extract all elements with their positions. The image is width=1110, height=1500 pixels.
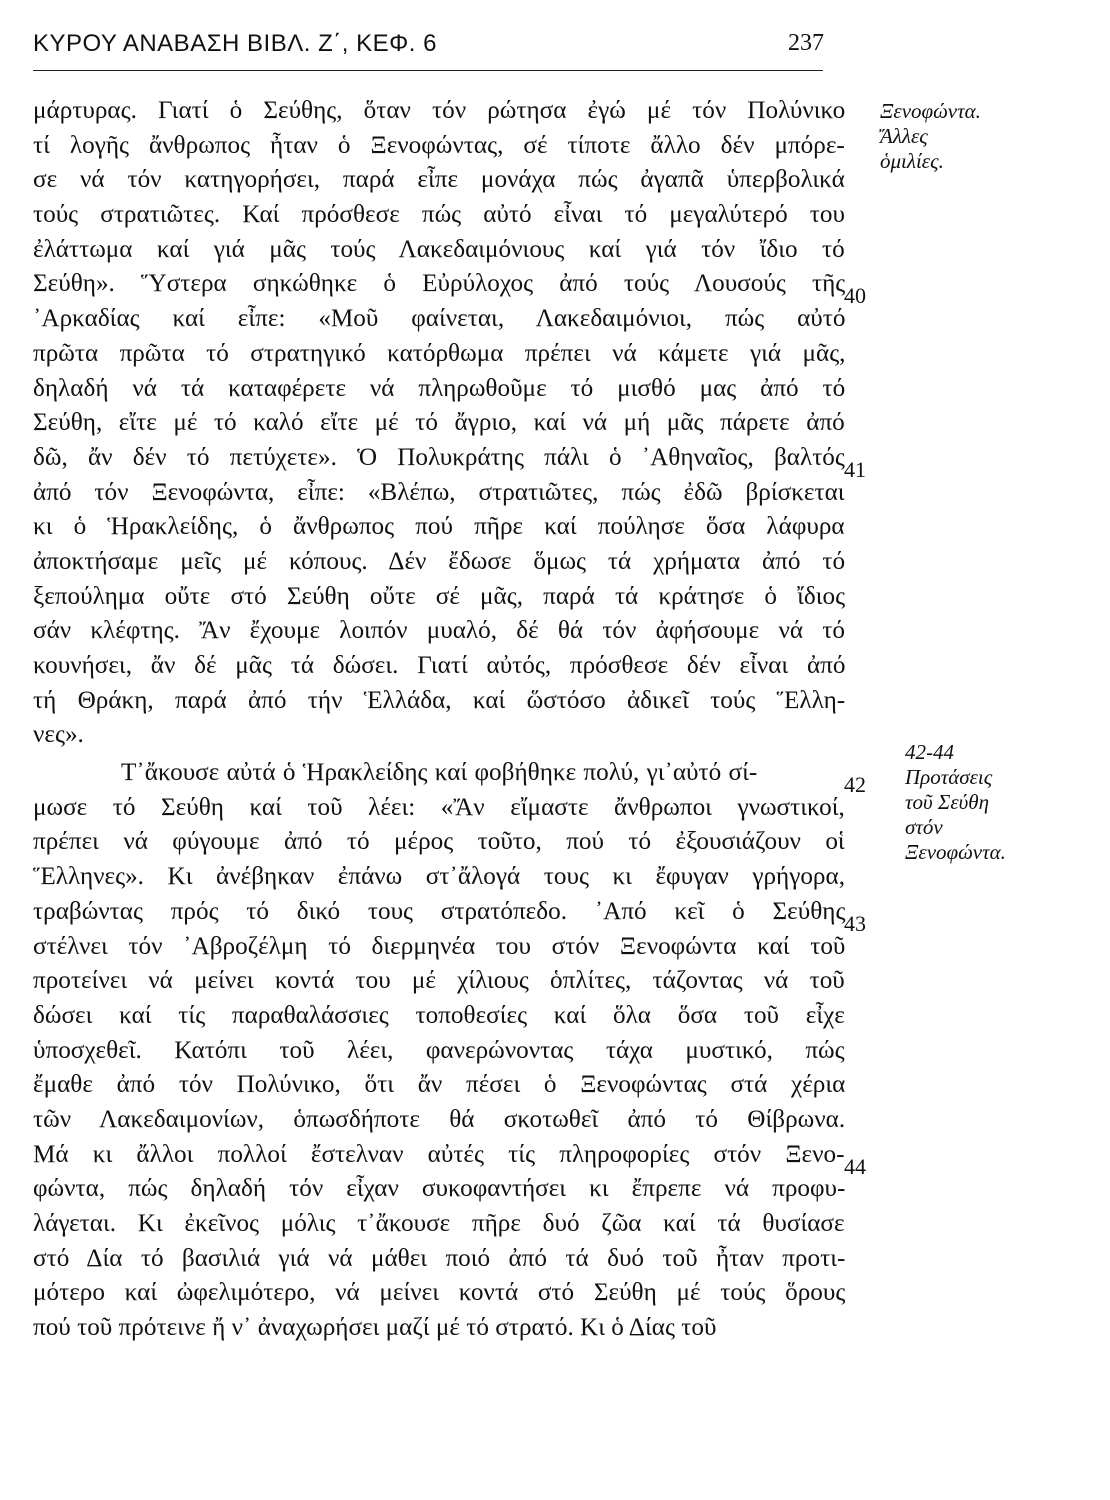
text-line: Σεύθη». Ὕστερα σηκώθηκε ὁ Εὐρύλοχος ἀπό τούς Λουσούς τῆς [33,270,846,298]
margin-note-line: Προτάσεις [905,765,993,789]
text-line: τραβώντας πρός τό δικό τους στρατόπεδο. ᾿Από κεῖ ὁ Σεύθης [33,897,846,925]
running-title: ΚΥΡΟΥ ΑΝΑΒΑΣΗ ΒΙΒΛ. Ζ΄, ΚΕΦ. 6 [33,30,437,57]
text-line: φώντα, πώς δηλαδή τόν εἶχαν συκοφαντήσει κι ἔπρεπε νά προφυ- [33,1175,846,1203]
text-line: στό Δία τό βασιλιά γιά νά μάθει ποιό ἀπό τά δυό τοῦ ἦταν προτι- [33,1244,846,1272]
margin-note-line: στόν [905,815,943,839]
text-line: πού τοῦ πρότεινε ἤ ν᾿ ἀναχωρήσει μαζί μέ τό στρατό. Κι ὁ Δίας τοῦ [33,1314,717,1342]
text-line: κουνήσει, ἄν δέ μᾶς τά δώσει. Γιατί αὐτός, πρόσθεσε δέν εἶναι ἀπό [33,652,846,679]
margin-note-line: τοῦ Σεύθη [905,790,990,814]
text-line: μωσε τό Σεύθη καί τοῦ λέει: «Ἄν εἴμαστε ἄνθρωποι γνωστικοί, [33,793,845,821]
text-line: νες». [33,721,84,749]
text-line: ᾿Αρκαδίας καί εἶπε: «Μοῦ φαίνεται, Λακεδαιμόνιοι, πώς αὐτό [33,305,846,333]
text-line: ξεπούλημα οὔτε στό Σεύθη οὔτε σέ μᾶς, παρά τά κράτησε ὁ ἴδιος [33,582,846,610]
section-number-40: 40 [844,283,866,308]
text-line: Σεύθη, εἴτε μέ τό καλό εἴτε μέ τό ἄγριο, καί νά μή μᾶς πάρετε ἀπό [33,409,845,437]
main-text [33,94,845,1346]
text-line: ἔμαθε ἀπό τόν Πολύνικο, ὅτι ἄν πέσει ὁ Ξενοφώντας στά χέρια [33,1071,846,1099]
paragraph-start-line: Τ᾿ἄκουσε αὐτά ὁ Ἡρακλείδης καί φοβήθηκε πολύ, γι᾿αὐτό σί- [121,759,758,787]
text-line: δῶ, ἄν δέν τό πετύχετε». Ὁ Πολυκράτης πάλι ὁ ᾿Αθηναῖος, βαλτός [33,443,845,471]
section-number-42: 42 [844,772,866,797]
running-header [33,28,823,71]
margin-note-line: Ξενοφώντα. [880,99,981,123]
section-number-43: 43 [844,911,866,936]
margin-note-line: Ξενοφώντα. [905,840,1006,864]
text-line: τούς στρατιῶτες. Καί πρόσθεσε πώς αὐτό εἶναι τό μεγαλύτερό του [33,201,845,229]
margin-note-seuthes-proposals [905,740,1110,865]
text-line: στέλνει τόν ᾿Αβροζέλμη τό διερμηνέα του στόν Ξενοφώντα καί τοῦ [33,932,846,960]
margin-note-line: Ἄλλες [880,124,928,148]
text-line: λάγεται. Κι ἐκεῖνος μόλις τ᾿ἄκουσε πῆρε δυό ζῶα καί τά θυσίασε [33,1210,845,1237]
text-line: πρῶτα πρῶτα τό στρατηγικό κατόρθωμα πρέπει νά κάμετε γιά μᾶς, [33,339,846,367]
section-number-41: 41 [844,457,866,482]
text-line: ἐλάττωμα καί γιά μᾶς τούς Λακεδαιμόνιους καί γιά τόν ἴδιο τό [33,235,845,263]
text-line: τῶν Λακεδαιμονίων, ὁπωσδήποτε θά σκοτωθεῖ ἀπό τό Θίβρωνα. [33,1105,846,1133]
text-line: σάν κλέφτης. Ἄν ἔχουμε λοιπόν μυαλό, δέ θά τόν ἀφήσουμε νά τό [33,617,845,645]
text-line: τή Θράκη, παρά ἀπό τήν Ἑλλάδα, καί ὥστόσο ἀδικεῖ τούς Ἕλλη- [33,686,846,714]
margin-note-other-speeches [880,99,1100,174]
text-line: σε νά τόν κατηγορήσει, παρά εἶπε μονάχα πώς ἀγαπᾶ ὑπερβολικά [33,166,845,194]
section-number-44: 44 [844,1154,866,1179]
margin-note-line: ὁμιλίες. [880,149,944,173]
text-line: μότερο καί ὠφελιμότερο, νά μείνει κοντά στό Σεύθη μέ τούς ὅρους [33,1279,846,1307]
text-line: Ἕλληνες». Κι ἀνέβηκαν ἐπάνω στ᾿ἄλογά τους κι ἔφυγαν γρήγορα, [33,863,845,891]
text-line: Μά κι ἄλλοι πολλοί ἔστελναν αὐτές τίς πληροφορίες στόν Ξενο- [33,1140,845,1168]
text-line: προτείνει νά μείνει κοντά του μέ χίλιους ὁπλίτες, τάζοντας νά τοῦ [33,967,845,995]
text-line: κι ὁ Ἡρακλείδης, ὁ ἄνθρωπος πού πῆρε καί πούλησε ὅσα λάφυρα [33,513,845,541]
text-line: ὑποσχεθεῖ. Κατόπι τοῦ λέει, φανερώνοντας τάχα μυστικό, πώς [33,1036,845,1064]
text-line: μάρτυρας. Γιατί ὁ Σεύθης, ὅταν τόν ρώτησα ἐγώ μέ τόν Πολύνικο [33,97,846,124]
text-line: δηλαδή νά τά καταφέρετε νά πληρωθοῦμε τό μισθό μας ἀπό τό [33,374,846,402]
text-line: δώσει καί τίς παραθαλάσσιες τοποθεσίες καί ὅλα ὅσα τοῦ εἶχε [33,1001,845,1029]
text-line: πρέπει νά φύγουμε ἀπό τό μέρος τοῦτο, πού τό ἐξουσιάζουν οἱ [33,828,845,856]
text-line: τί λογῆς ἄνθρωπος ἦταν ὁ Ξενοφώντας, σέ τίποτε ἄλλο δέν μπόρε- [33,131,845,159]
page-number: 237 [788,30,824,56]
text-line: ἀπό τόν Ξενοφώντα, εἶπε: «Βλέπω, στρατιῶτες, πώς ἐδῶ βρίσκεται [33,478,845,506]
text-line: ἀποκτήσαμε μεῖς μέ κόπους. Δέν ἔδωσε ὅμως τά χρήματα ἀπό τό [33,547,846,575]
margin-note-line: 42-44 [905,740,954,764]
